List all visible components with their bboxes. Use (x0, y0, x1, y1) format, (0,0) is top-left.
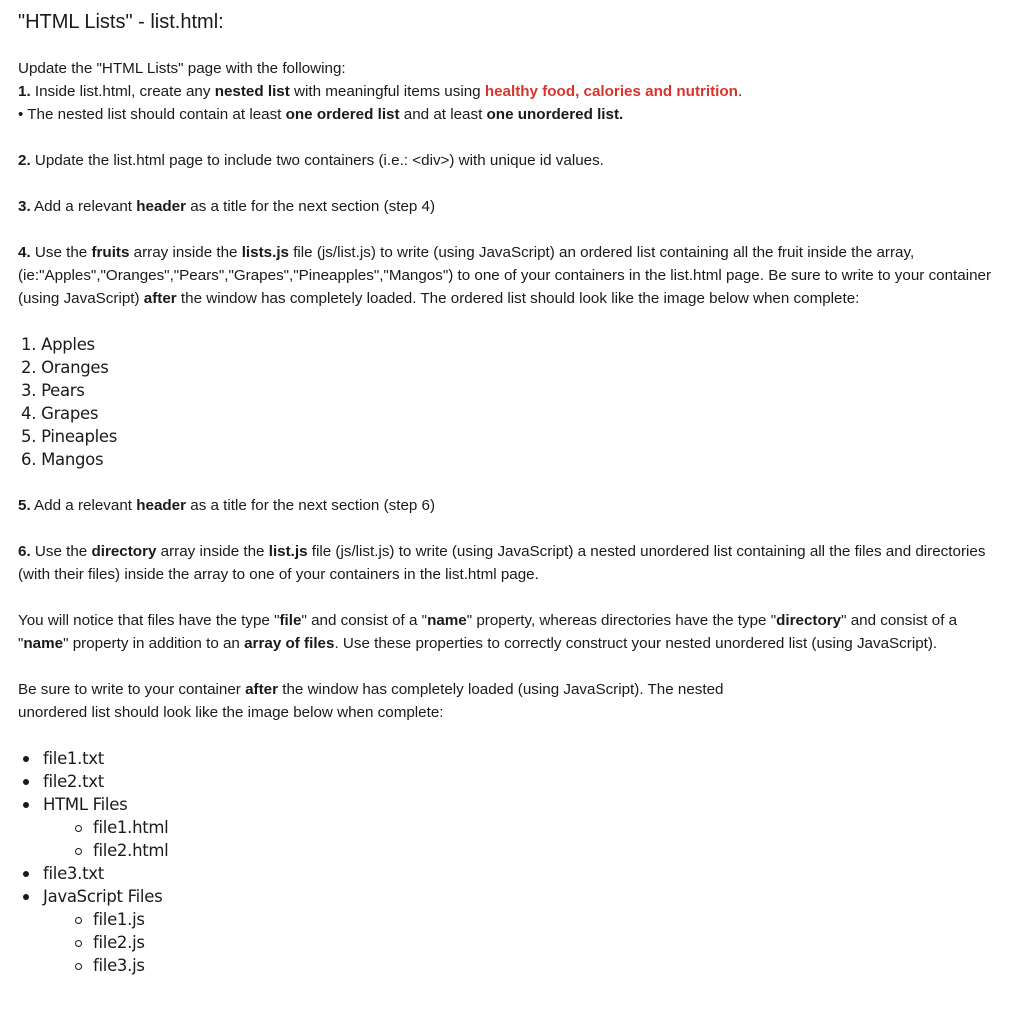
list-item: file3.js (43, 954, 1010, 977)
list-item: file1.js (43, 908, 1010, 931)
step-6: 6. Use the directory array inside the list.js file (js/list.js) to write (using JavaScript) a nested unordered list containing all the files and directories (with their files) inside the array to one of your containers in the list.html page. (18, 543, 986, 583)
step-5: 5. Add a relevant header as a title for the next section (step 6) (18, 497, 436, 514)
after-paragraph: Be sure to write to your container after the window has completely loaded (using JavaScript). The nested unordered list should look like the image below when complete: (18, 681, 724, 721)
nested-list (43, 908, 1010, 977)
list-item-directory: JavaScript Files file1.js file2.js file3.js (18, 885, 1010, 977)
list-item: file2.txt (18, 770, 1010, 793)
types-paragraph: You will notice that files have the type "file" and consist of a "name" property, whereas directories have the type "directory" and consist of a "name" property in addition to an array of files. Use these properties to correctly construct your nested unordered list (using JavaScript). (18, 612, 958, 652)
list-item: file3.txt (18, 862, 1010, 885)
step-1: 1. Inside list.html, create any nested list with meaningful items using healthy food, calories and nutrition. (18, 83, 743, 100)
highlight-topic: healthy food, calories and nutrition (484, 83, 738, 100)
page-title: "HTML Lists" - list.html: (18, 11, 224, 33)
list-item: 1. Apples (21, 335, 95, 354)
list-item: file1.html (43, 816, 1010, 839)
fruit-list-example (18, 333, 1010, 471)
list-item: 5. Pineaples (21, 427, 118, 446)
instructions (18, 57, 1010, 977)
list-item: file2.js (43, 931, 1010, 954)
nested-list (43, 816, 1010, 862)
directory-list-example (18, 747, 1010, 977)
bullet-icon: • (18, 106, 24, 123)
list-item: file2.html (43, 839, 1010, 862)
step-2: 2. Update the list.html page to include two containers (i.e.: <div>) with unique id values. (18, 152, 604, 169)
intro-text: Update the "HTML Lists" page with the following: (18, 60, 346, 77)
step-4: 4. Use the fruits array inside the lists.js file (js/list.js) to write (using JavaScript) an ordered list containing all the fruit inside the array, (ie:"Apples","Oranges","Pears","Grapes","Pineapples","Mangos") to one of your containers in the list.html page. Be sure to write to your container (using JavaScript) after the window has completely loaded. The ordered list should look like the image below when complete: (18, 244, 992, 307)
list-item: 2. Oranges (21, 358, 109, 377)
step-3: 3. Add a relevant header as a title for the next section (step 4) (18, 198, 436, 215)
list-item-directory: HTML Files file1.html file2.html (18, 793, 1010, 862)
list-item: 6. Mangos (21, 450, 104, 469)
step-1-bullet: • The nested list should contain at least one ordered list and at least one unordered list. (18, 106, 624, 123)
list-item: 4. Grapes (21, 404, 99, 423)
list-item: file1.txt (18, 747, 1010, 770)
list-item: 3. Pears (21, 381, 85, 400)
